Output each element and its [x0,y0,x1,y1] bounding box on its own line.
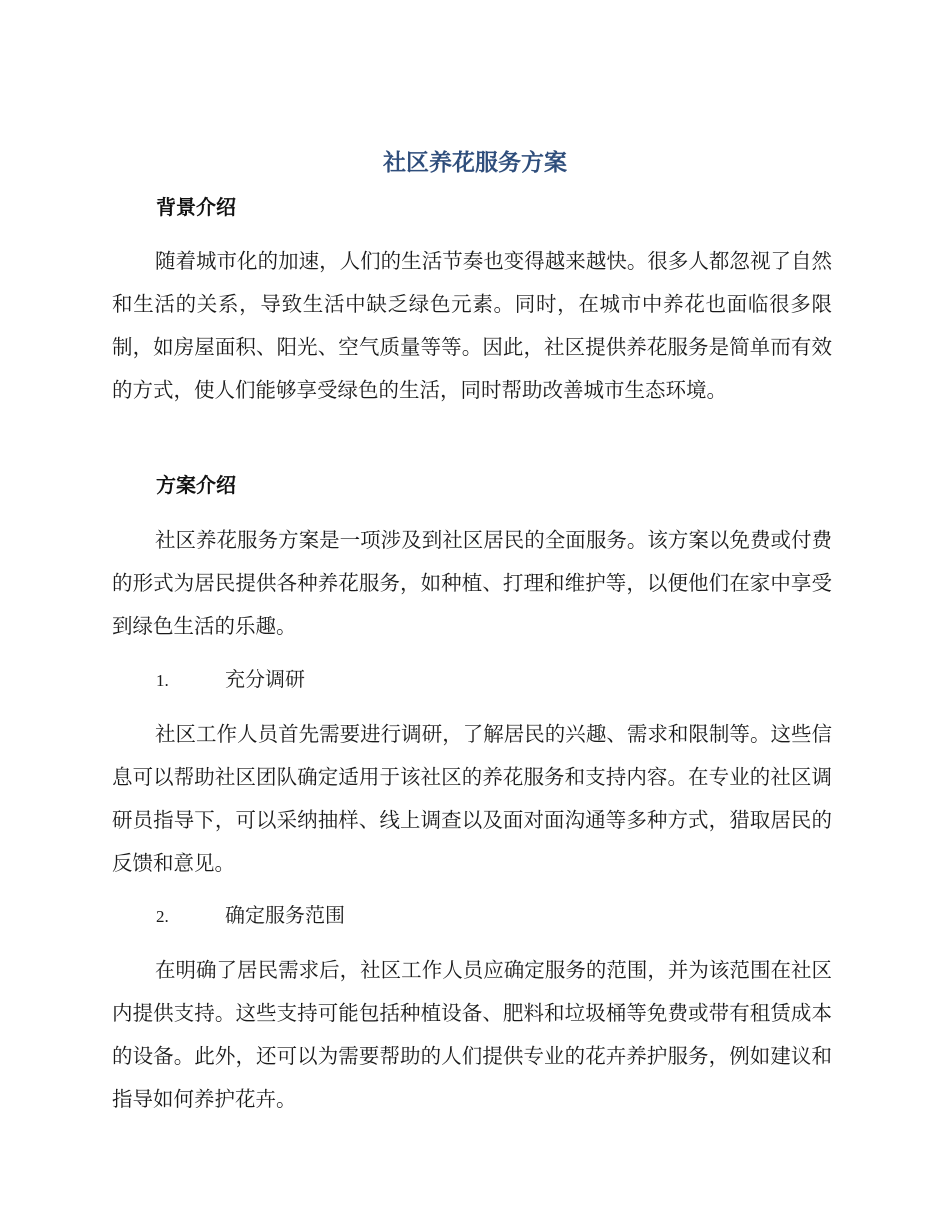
step-1-item [156,664,305,696]
plan-paragraph: 社区养花服务方案是一项涉及到社区居民的全面服务。该方案以免费或付费的形式为居民提供各种养花服务，如种植、打理和维护等，以便他们在家中享受到绿色生活的乐趣。 [112,528,832,638]
step-1-label: 充分调研 [225,667,305,691]
section-heading-plan: 方案介绍 [156,473,236,497]
step-2-label: 确定服务范围 [225,903,345,927]
step-2-number: 2. [156,907,169,926]
step-2-item [156,900,345,932]
step-2-paragraph: 在明确了居民需求后，社区工作人员应确定服务的范围，并为该范围在社区内提供支持。这些支持可能包括种植设备、肥料和垃圾桶等免费或带有租赁成本的设备。此外，还可以为需要帮助的人们提供专业的花卉养护服务，例如建议和指导如何养护花卉。 [112,958,832,1111]
section-heading-background: 背景介绍 [156,195,236,219]
step-1-paragraph: 社区工作人员首先需要进行调研，了解居民的兴趣、需求和限制等。这些信息可以帮助社区团队确定适用于该社区的养花服务和支持内容。在专业的社区调研员指导下，可以采纳抽样、线上调查以及面对面沟通等多种方式，猎取居民的反馈和意见。 [112,722,832,875]
step-1-number: 1. [156,671,169,690]
document-title: 社区养花服务方案 [383,150,567,176]
background-paragraph: 随着城市化的加速，人们的生活节奏也变得越来越快。很多人都忽视了自然和生活的关系，导致生活中缺乏绿色元素。同时，在城市中养花也面临很多限制，如房屋面积、阳光、空气质量等等。因此，社区提供养花服务是简单而有效的方式，使人们能够享受绿色的生活，同时帮助改善城市生态环境。 [112,249,832,402]
